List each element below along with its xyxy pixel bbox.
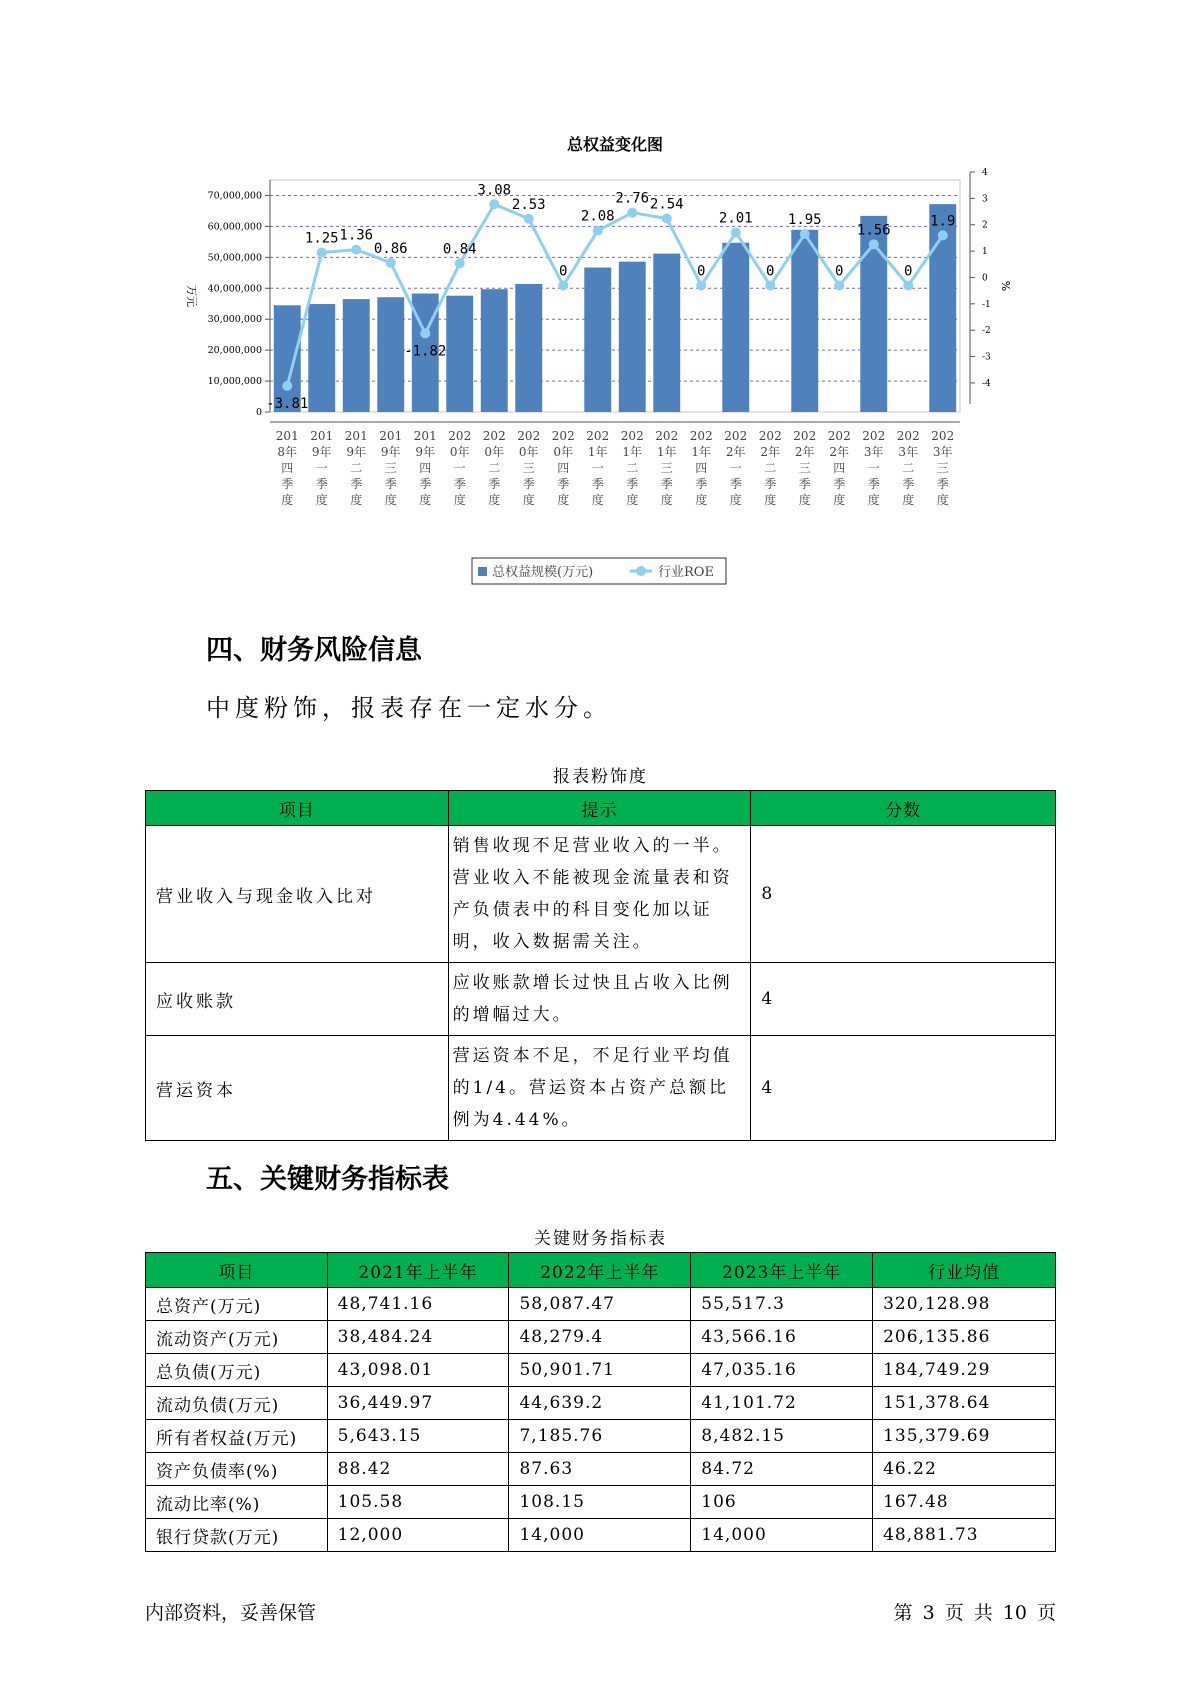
plot-frame: [270, 180, 960, 412]
x-tick-label: 季: [384, 477, 397, 491]
x-tick-label: 季: [350, 477, 363, 491]
kpi-value: 43,098.01: [327, 1354, 509, 1387]
risk-table-caption: 报表粉饰度: [553, 767, 648, 787]
y2-tick-label: -3: [982, 352, 991, 363]
bar: [722, 243, 749, 412]
bar: [619, 262, 646, 412]
x-tick-label: 202: [758, 429, 782, 443]
kpi-value: 48,881.73: [873, 1519, 1056, 1552]
x-tick-label: 三: [798, 461, 811, 475]
data-label: 0: [835, 263, 844, 280]
x-tick-label: 季: [626, 477, 639, 491]
kpi-value: 320,128.98: [873, 1288, 1056, 1321]
x-tick-label: 季: [833, 477, 846, 491]
bar: [308, 304, 335, 412]
data-label: 2.08: [580, 208, 615, 225]
x-tick-label: 季: [557, 477, 570, 491]
x-tick-label: 季: [453, 477, 466, 491]
y2-tick-label: 4: [982, 168, 988, 178]
data-label: 2.76: [615, 190, 650, 207]
kpi-table-header: [146, 1253, 1056, 1288]
data-label: -1.82: [404, 343, 447, 360]
kpi-value: 36,449.97: [327, 1387, 509, 1420]
x-tick-label: 四: [557, 461, 570, 475]
x-tick-label: 0年: [449, 445, 470, 459]
x-tick-label: 202: [482, 429, 506, 443]
x-tick-label: 202: [862, 429, 886, 443]
x-tick-label: 季: [798, 477, 811, 491]
kpi-item: 流动负债(万元): [146, 1387, 328, 1420]
y2-tick-label: 2: [982, 220, 988, 231]
x-tick-label: 度: [798, 493, 811, 507]
x-tick-label: 202: [931, 429, 955, 443]
roe-point: [903, 280, 913, 290]
x-tick-label: 季: [419, 477, 432, 491]
risk-table: [145, 790, 1056, 1141]
roe-point: [834, 280, 844, 290]
kpi-header-item: 项目: [146, 1253, 328, 1288]
x-tick-label: 三: [384, 461, 397, 475]
data-label: 1.25: [304, 230, 339, 247]
kpi-value: 84.72: [691, 1453, 873, 1486]
section4-summary: 中度粉饰，报表存在一定水分。: [206, 694, 612, 722]
data-label: -3.81: [266, 395, 309, 412]
data-label: 3.08: [477, 182, 512, 199]
x-tick-label: 202: [896, 429, 920, 443]
kpi-value: 55,517.3: [691, 1288, 873, 1321]
kpi-value: 8,482.15: [691, 1420, 873, 1453]
data-label: 1.95: [787, 212, 822, 229]
data-label: 1.56: [856, 222, 891, 239]
x-tick-label: 季: [315, 477, 328, 491]
kpi-value: 14,000: [691, 1519, 873, 1552]
roe-point: [662, 213, 672, 223]
table-row: [146, 1288, 1056, 1321]
roe-point: [524, 214, 534, 224]
x-tick-label: 202: [689, 429, 713, 443]
x-tick-label: 201: [275, 429, 299, 443]
x-tick-label: 9年: [346, 445, 367, 459]
kpi-value: 151,378.64: [873, 1387, 1056, 1420]
x-tick-label: 度: [936, 493, 949, 507]
kpi-value: 87.63: [509, 1453, 691, 1486]
data-label: 0.86: [373, 240, 408, 257]
risk-tip: 销售收现不足营业收入的一半。营业收入不能被现金流量表和资产负债表中的科目变化加以证明，收入数据需关注。: [448, 826, 751, 963]
roe-point: [282, 381, 292, 391]
roe-point: [593, 226, 603, 236]
x-tick-label: 度: [419, 493, 432, 507]
kpi-value: 58,087.47: [509, 1288, 691, 1321]
y-axis-label: 万元: [185, 285, 198, 307]
x-tick-label: 季: [764, 477, 777, 491]
legend-line-label: 行业ROE: [658, 565, 714, 580]
equity-chart: [170, 130, 1030, 600]
y-tick-label: 10,000,000: [207, 376, 262, 388]
x-tick-label: 季: [660, 477, 673, 491]
x-tick-label: 季: [729, 477, 742, 491]
x-tick-label: 季: [281, 477, 294, 491]
table-row: [146, 1420, 1056, 1453]
kpi-value: 43,566.16: [691, 1321, 873, 1354]
data-label: 2.54: [649, 196, 684, 213]
kpi-item: 所有者权益(万元): [146, 1420, 328, 1453]
x-tick-label: 0年: [553, 445, 574, 459]
x-tick-label: 度: [764, 493, 777, 507]
bar: [653, 254, 680, 412]
x-tick-label: 1年: [691, 445, 712, 459]
footer-page-number: 第 3 页 共 10 页: [893, 1602, 1056, 1624]
risk-score: 8: [751, 826, 1056, 963]
roe-point: [489, 199, 499, 209]
table-row: [146, 1519, 1056, 1552]
x-tick-label: 度: [626, 493, 639, 507]
kpi-value: 5,643.15: [327, 1420, 509, 1453]
x-tick-label: 202: [827, 429, 851, 443]
x-tick-label: 三: [660, 461, 673, 475]
y-tick-label: 30,000,000: [207, 314, 262, 326]
x-tick-label: 三: [522, 461, 535, 475]
roe-point: [696, 280, 706, 290]
kpi-value: 167.48: [873, 1486, 1056, 1519]
kpi-value: 106: [691, 1486, 873, 1519]
x-tick-label: 2年: [725, 445, 746, 459]
x-tick-label: 1年: [622, 445, 643, 459]
kpi-value: 47,035.16: [691, 1354, 873, 1387]
risk-tip: 营运资本不足，不足行业平均值的1/4。营运资本占资产总额比例为4.44%。: [448, 1036, 751, 1141]
roe-point: [455, 258, 465, 268]
kpi-table-caption: 关键财务指标表: [534, 1229, 667, 1249]
x-tick-label: 9年: [311, 445, 332, 459]
data-label: 2.53: [511, 196, 546, 213]
legend-line-marker: [636, 566, 646, 576]
x-tick-label: 1年: [587, 445, 608, 459]
x-tick-label: 度: [557, 493, 570, 507]
y2-tick-label: -4: [982, 378, 991, 389]
x-tick-label: 2年: [794, 445, 815, 459]
data-label: 1.36: [339, 227, 374, 244]
roe-point: [420, 328, 430, 338]
x-tick-label: 0年: [484, 445, 505, 459]
x-tick-label: 四: [419, 461, 432, 475]
kpi-table: [145, 1252, 1056, 1552]
data-label: 0: [904, 263, 913, 280]
x-tick-label: 度: [453, 493, 466, 507]
kpi-value: 46.22: [873, 1453, 1056, 1486]
x-tick-label: 9年: [415, 445, 436, 459]
bar: [515, 284, 542, 412]
kpi-item: 资产负债率(%): [146, 1453, 328, 1486]
kpi-item: 总负债(万元): [146, 1354, 328, 1387]
kpi-item: 总资产(万元): [146, 1288, 328, 1321]
risk-score: 4: [751, 963, 1056, 1036]
risk-table-header: [146, 791, 1056, 826]
risk-score: 4: [751, 1036, 1056, 1141]
equity-chart-svg: [170, 130, 1030, 600]
x-tick-label: 202: [620, 429, 644, 443]
bar: [377, 297, 404, 412]
table-row: [146, 1354, 1056, 1387]
x-tick-label: 度: [281, 493, 294, 507]
x-tick-label: 季: [902, 477, 915, 491]
bar: [481, 289, 508, 412]
roe-point: [386, 258, 396, 268]
x-tick-label: 二: [488, 461, 501, 475]
x-tick-label: 度: [522, 493, 535, 507]
x-tick-label: 度: [660, 493, 673, 507]
x-tick-label: 季: [936, 477, 949, 491]
y-tick-label: 70,000,000: [207, 190, 262, 202]
kpi-item: 流动比率(%): [146, 1486, 328, 1519]
legend-bar-swatch: [478, 567, 487, 576]
x-tick-label: 一: [729, 461, 742, 475]
kpi-value: 41,101.72: [691, 1387, 873, 1420]
x-tick-label: 201: [344, 429, 368, 443]
x-tick-label: 202: [517, 429, 541, 443]
x-tick-label: 度: [902, 493, 915, 507]
x-tick-label: 2年: [829, 445, 850, 459]
x-tick-label: 度: [350, 493, 363, 507]
risk-header-item: 项目: [146, 791, 449, 826]
kpi-value: 108.15: [509, 1486, 691, 1519]
x-tick-label: 9年: [380, 445, 401, 459]
x-tick-label: 四: [695, 461, 708, 475]
bar: [584, 268, 611, 412]
bar: [791, 230, 818, 412]
kpi-value: 38,484.24: [327, 1321, 509, 1354]
x-tick-label: 度: [695, 493, 708, 507]
roe-point: [731, 227, 741, 237]
y-tick-label: 20,000,000: [207, 345, 262, 357]
data-label: 0: [559, 263, 568, 280]
table-row: [146, 826, 1056, 963]
roe-point: [627, 208, 637, 218]
chart-title: 总权益变化图: [566, 135, 664, 154]
roe-point: [869, 239, 879, 249]
kpi-header-2021: 2021年上半年: [327, 1253, 509, 1288]
x-tick-label: 二: [764, 461, 777, 475]
roe-point: [938, 230, 948, 240]
kpi-value: 14,000: [509, 1519, 691, 1552]
x-tick-label: 202: [724, 429, 748, 443]
y-tick-label: 0: [255, 407, 262, 418]
kpi-value: 44,639.2: [509, 1387, 691, 1420]
x-tick-label: 度: [315, 493, 328, 507]
kpi-value: 184,749.29: [873, 1354, 1056, 1387]
roe-point: [317, 248, 327, 258]
x-tick-label: 四: [281, 461, 294, 475]
x-tick-label: 一: [867, 461, 880, 475]
x-tick-label: 2年: [760, 445, 781, 459]
kpi-value: 206,135.86: [873, 1321, 1056, 1354]
risk-header-tip: 提示: [448, 791, 751, 826]
data-label: 0: [697, 263, 706, 280]
roe-point: [765, 280, 775, 290]
kpi-header-2023: 2023年上半年: [691, 1253, 873, 1288]
roe-point: [558, 280, 568, 290]
table-row: [146, 1036, 1056, 1141]
x-tick-label: 二: [626, 461, 639, 475]
x-tick-label: 季: [867, 477, 880, 491]
x-tick-label: 季: [522, 477, 535, 491]
x-tick-label: 202: [655, 429, 679, 443]
x-tick-label: 季: [591, 477, 604, 491]
data-label: 1.9: [930, 213, 956, 230]
x-tick-label: 度: [729, 493, 742, 507]
y-tick-label: 40,000,000: [207, 283, 262, 295]
data-label: 0: [766, 263, 775, 280]
x-tick-label: 度: [384, 493, 397, 507]
kpi-header-industry: 行业均值: [873, 1253, 1056, 1288]
kpi-value: 48,279.4: [509, 1321, 691, 1354]
y2-tick-label: -2: [982, 326, 991, 337]
x-tick-label: 3年: [898, 445, 919, 459]
kpi-value: 105.58: [327, 1486, 509, 1519]
y2-axis-label: %: [999, 280, 1012, 292]
kpi-value: 88.42: [327, 1453, 509, 1486]
risk-item: 应收账款: [146, 963, 449, 1036]
table-row: [146, 963, 1056, 1036]
x-tick-label: 8年: [277, 445, 298, 459]
risk-header-score: 分数: [751, 791, 1056, 826]
section4-heading: 四、财务风险信息: [206, 635, 422, 666]
legend-bar-label: 总权益规模(万元): [492, 565, 594, 580]
y2-tick-label: 0: [982, 273, 988, 284]
y-tick-label: 60,000,000: [207, 221, 262, 233]
y2-tick-label: -1: [982, 299, 991, 310]
x-tick-label: 度: [833, 493, 846, 507]
roe-point: [800, 229, 810, 239]
x-tick-label: 一: [453, 461, 466, 475]
y2-tick-label: 3: [982, 194, 988, 205]
x-tick-label: 四: [833, 461, 846, 475]
x-tick-label: 季: [695, 477, 708, 491]
kpi-value: 7,185.76: [509, 1420, 691, 1453]
data-label: 0.84: [442, 241, 477, 258]
table-row: [146, 1486, 1056, 1519]
x-tick-label: 0年: [518, 445, 539, 459]
kpi-value: 12,000: [327, 1519, 509, 1552]
x-tick-label: 202: [448, 429, 472, 443]
x-tick-label: 202: [793, 429, 817, 443]
x-tick-label: 3年: [932, 445, 953, 459]
x-tick-label: 202: [551, 429, 575, 443]
x-tick-label: 季: [488, 477, 501, 491]
y-tick-label: 50,000,000: [207, 252, 262, 264]
bar: [446, 296, 473, 412]
x-tick-label: 一: [591, 461, 604, 475]
kpi-item: 流动资产(万元): [146, 1321, 328, 1354]
kpi-header-2022: 2022年上半年: [509, 1253, 691, 1288]
kpi-value: 48,741.16: [327, 1288, 509, 1321]
x-tick-label: 度: [867, 493, 880, 507]
x-tick-label: 201: [379, 429, 403, 443]
x-tick-label: 3年: [863, 445, 884, 459]
x-tick-label: 1年: [656, 445, 677, 459]
y2-tick-label: 1: [982, 247, 988, 258]
x-tick-label: 202: [586, 429, 610, 443]
risk-item: 营业收入与现金收入比对: [146, 826, 449, 963]
section5-heading: 五、关键财务指标表: [206, 1164, 449, 1195]
x-tick-label: 二: [902, 461, 915, 475]
x-tick-label: 201: [413, 429, 437, 443]
kpi-item: 银行贷款(万元): [146, 1519, 328, 1552]
x-tick-label: 201: [310, 429, 334, 443]
x-tick-label: 度: [488, 493, 501, 507]
kpi-value: 50,901.71: [509, 1354, 691, 1387]
x-tick-label: 二: [350, 461, 363, 475]
x-tick-label: 三: [936, 461, 949, 475]
x-tick-label: 一: [315, 461, 328, 475]
risk-tip: 应收账款增长过快且占收入比例的增幅过大。: [448, 963, 751, 1036]
kpi-value: 135,379.69: [873, 1420, 1056, 1453]
data-label: 2.01: [718, 210, 753, 227]
x-tick-label: 度: [591, 493, 604, 507]
risk-item: 营运资本: [146, 1036, 449, 1141]
bar: [343, 299, 370, 412]
roe-point: [351, 245, 361, 255]
footer-confidential: 内部资料，妥善保管: [145, 1602, 317, 1624]
table-row: [146, 1453, 1056, 1486]
table-row: [146, 1321, 1056, 1354]
table-row: [146, 1387, 1056, 1420]
